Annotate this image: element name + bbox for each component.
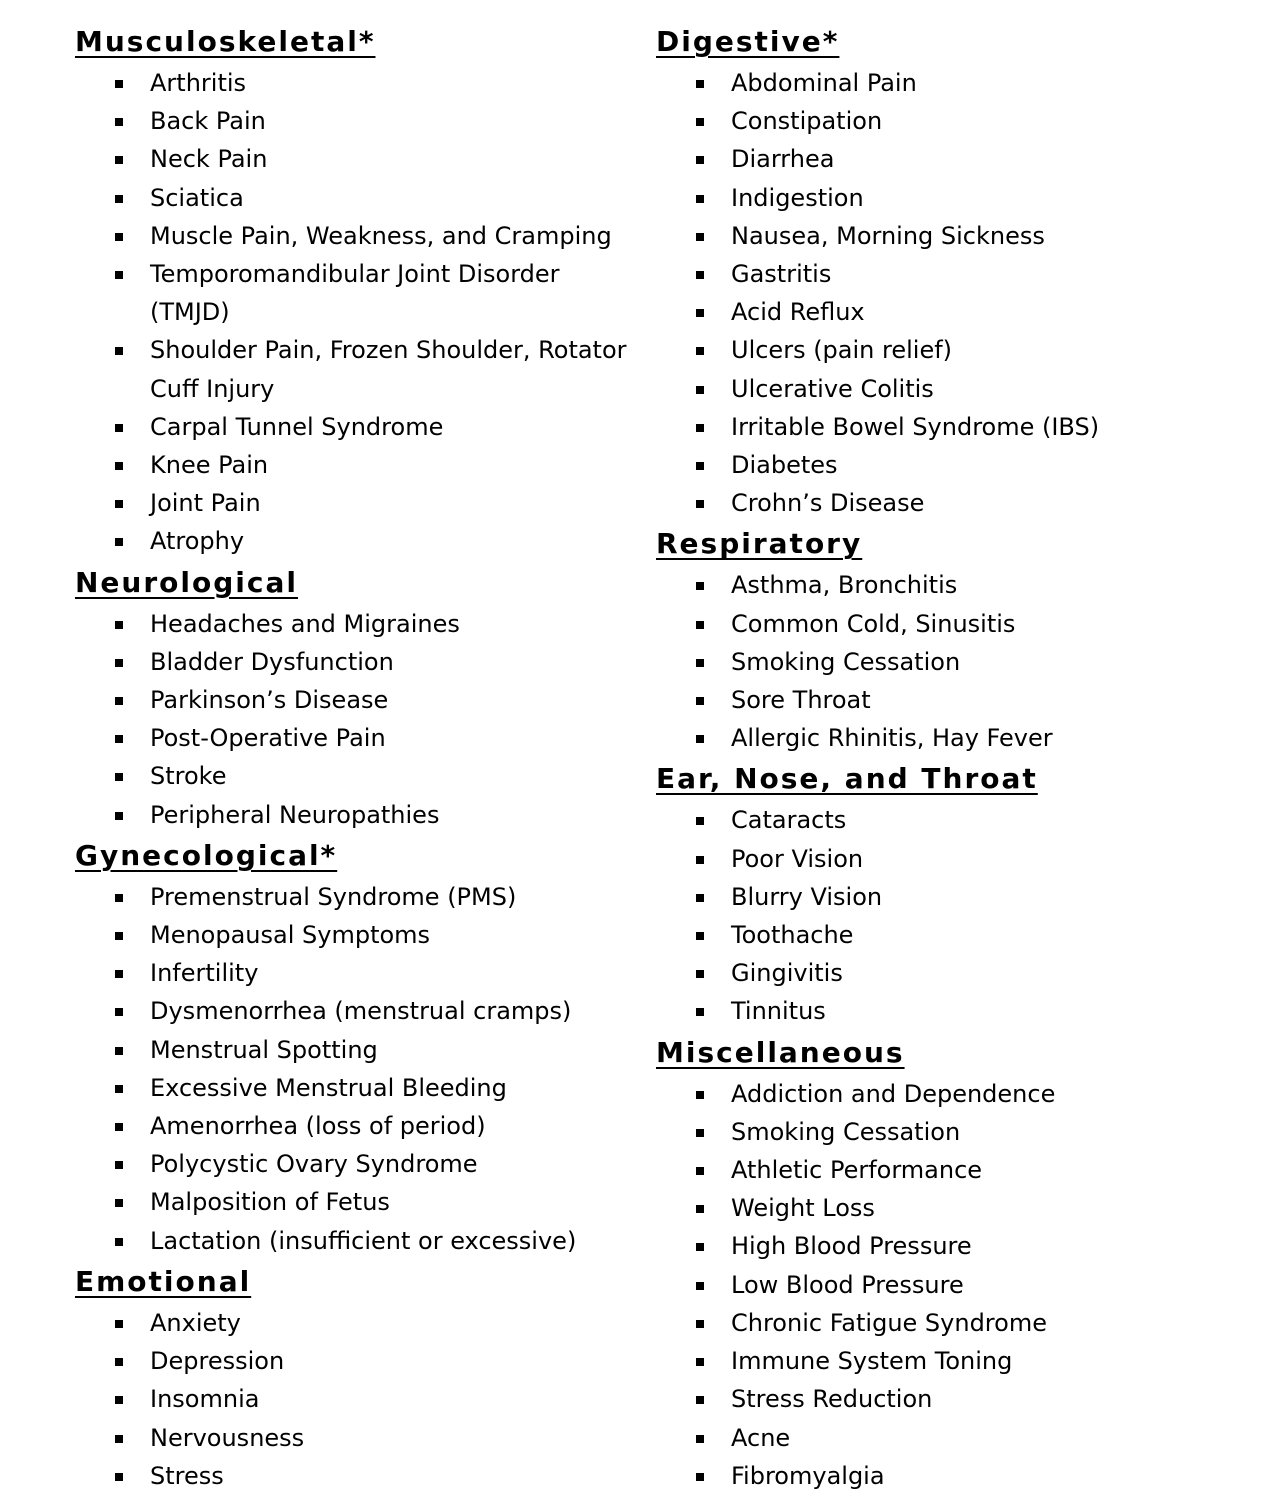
square-bullet-icon [696, 621, 704, 629]
list-item [656, 1304, 1256, 1342]
condition-list [75, 64, 635, 561]
list-item-label: Post-Operative Pain [150, 724, 386, 753]
square-bullet-icon [115, 1435, 123, 1443]
list-item [656, 1342, 1256, 1380]
square-bullet-icon [696, 894, 704, 902]
list-item [656, 840, 1256, 878]
list-item-label: Smoking Cessation [731, 647, 961, 676]
list-item [75, 1304, 635, 1342]
list-item [656, 1075, 1256, 1113]
list-item-label: Asthma, Bronchitis [731, 571, 958, 600]
list-item-label: Athletic Performance [731, 1156, 983, 1185]
list-item-label: Bladder Dysfunction [150, 647, 394, 676]
square-bullet-icon [696, 1167, 704, 1175]
list-item [656, 643, 1256, 681]
section-respiratory [656, 522, 1256, 757]
square-bullet-icon [696, 1473, 704, 1481]
list-item-label: Nausea, Morning Sickness [731, 221, 1045, 250]
list-item [656, 446, 1256, 484]
list-item [75, 796, 635, 834]
list-item [656, 605, 1256, 643]
list-item [656, 1419, 1256, 1457]
list-item [75, 1031, 635, 1069]
square-bullet-icon [115, 156, 123, 164]
list-item-label: Carpal Tunnel Syndrome [150, 412, 444, 441]
list-item [75, 605, 635, 643]
list-item-label: Peripheral Neuropathies [150, 800, 440, 829]
list-item-label: Parkinson’s Disease [150, 686, 389, 715]
square-bullet-icon [696, 156, 704, 164]
square-bullet-icon [115, 1238, 123, 1246]
list-item-label: Insomnia [150, 1385, 260, 1414]
condition-list [75, 878, 635, 1260]
square-bullet-icon [115, 697, 123, 705]
square-bullet-icon [115, 1161, 123, 1169]
list-item-label: Acid Reflux [731, 298, 865, 327]
list-item [75, 719, 635, 757]
section-digestive [656, 20, 1256, 522]
list-item-label: Ulcerative Colitis [731, 374, 934, 403]
square-bullet-icon [696, 500, 704, 508]
section-gynecological [75, 834, 635, 1260]
list-item-label: Muscle Pain, Weakness, and Cramping [150, 221, 612, 250]
list-item-label: Knee Pain [150, 451, 269, 480]
list-item-label: Common Cold, Sinusitis [731, 609, 1016, 638]
list-item [75, 1069, 635, 1107]
list-item-label: Anxiety [150, 1308, 241, 1337]
square-bullet-icon [115, 80, 123, 88]
list-item-label: Sciatica [150, 183, 244, 212]
list-item [656, 954, 1256, 992]
square-bullet-icon [696, 80, 704, 88]
list-item [656, 801, 1256, 839]
list-item [75, 878, 635, 916]
list-item-label: Immune System Toning [731, 1347, 1013, 1376]
square-bullet-icon [115, 659, 123, 667]
square-bullet-icon [696, 1008, 704, 1016]
list-item [656, 64, 1256, 102]
list-item-label: Malposition of Fetus [150, 1188, 390, 1217]
list-item-label: Excessive Menstrual Bleeding [150, 1073, 507, 1102]
list-item [75, 255, 635, 331]
list-item [656, 484, 1256, 522]
list-item [75, 1145, 635, 1183]
list-item-label: Acne [731, 1423, 791, 1452]
list-item-label: Gastritis [731, 260, 832, 289]
section-heading: Emotional [75, 1264, 252, 1298]
square-bullet-icon [696, 1282, 704, 1290]
square-bullet-icon [696, 271, 704, 279]
list-item [75, 1222, 635, 1260]
list-item [75, 992, 635, 1030]
list-item-label: Crohn’s Disease [731, 489, 925, 518]
list-item-label: Arthritis [150, 69, 247, 97]
section-miscellaneous [656, 1031, 1256, 1495]
list-item-label: Infertility [150, 959, 259, 988]
square-bullet-icon [696, 462, 704, 470]
list-item-label: Joint Pain [150, 489, 261, 518]
square-bullet-icon [115, 1473, 123, 1481]
square-bullet-icon [696, 195, 704, 203]
list-item [656, 1113, 1256, 1151]
list-item [656, 1266, 1256, 1304]
left-column [75, 20, 635, 1495]
square-bullet-icon [696, 1205, 704, 1213]
list-item [75, 681, 635, 719]
list-item [656, 179, 1256, 217]
list-item [75, 1457, 635, 1495]
list-item-label: Headaches and Migraines [150, 609, 460, 638]
square-bullet-icon [696, 1358, 704, 1366]
square-bullet-icon [115, 1199, 123, 1207]
square-bullet-icon [696, 1435, 704, 1443]
list-item [75, 916, 635, 954]
square-bullet-icon [696, 817, 704, 825]
square-bullet-icon [696, 1091, 704, 1099]
square-bullet-icon [696, 233, 704, 241]
list-item [75, 179, 635, 217]
list-item [75, 331, 635, 407]
condition-list [656, 64, 1256, 522]
square-bullet-icon [696, 735, 704, 743]
list-item-label: Cataracts [731, 806, 847, 835]
square-bullet-icon [115, 424, 123, 432]
list-item-label: Gingivitis [731, 959, 843, 988]
square-bullet-icon [115, 1047, 123, 1055]
list-item-label: Indigestion [731, 183, 864, 212]
square-bullet-icon [115, 1396, 123, 1404]
list-item-label: Sore Throat [731, 686, 871, 715]
square-bullet-icon [696, 582, 704, 590]
list-item-label: Menopausal Symptoms [150, 921, 431, 950]
list-item [656, 1227, 1256, 1265]
square-bullet-icon [696, 697, 704, 705]
list-item [75, 64, 635, 102]
list-item-label: Back Pain [150, 107, 266, 136]
list-item-label: Shoulder Pain, Frozen Shoulder, Rotator Cuff Injury [150, 336, 627, 403]
square-bullet-icon [115, 233, 123, 241]
square-bullet-icon [696, 1129, 704, 1137]
condition-list [75, 605, 635, 834]
list-item-label: Smoking Cessation [731, 1117, 961, 1146]
list-item-label: Temporomandibular Joint Disorder (TMJD) [150, 260, 560, 327]
square-bullet-icon [696, 118, 704, 126]
list-item [656, 255, 1256, 293]
list-item [656, 293, 1256, 331]
list-item-label: Poor Vision [731, 844, 864, 873]
condition-list [75, 1304, 635, 1495]
section-ear-nose-and-throat [656, 757, 1256, 1030]
list-item [75, 1419, 635, 1457]
list-item [656, 566, 1256, 604]
list-item-label: Premenstrual Syndrome (PMS) [150, 882, 517, 911]
square-bullet-icon [115, 621, 123, 629]
square-bullet-icon [115, 1085, 123, 1093]
square-bullet-icon [115, 812, 123, 820]
list-item [75, 1380, 635, 1418]
list-item-label: Diarrhea [731, 145, 835, 174]
square-bullet-icon [115, 773, 123, 781]
square-bullet-icon [115, 894, 123, 902]
list-item-label: Blurry Vision [731, 882, 883, 911]
list-item [656, 102, 1256, 140]
list-item [656, 1151, 1256, 1189]
list-item [656, 331, 1256, 369]
square-bullet-icon [115, 271, 123, 279]
list-item-label: Chronic Fatigue Syndrome [731, 1308, 1047, 1337]
list-item [75, 408, 635, 446]
condition-list [656, 566, 1256, 757]
square-bullet-icon [115, 118, 123, 126]
section-musculoskeletal [75, 20, 635, 561]
square-bullet-icon [115, 735, 123, 743]
section-neurological [75, 561, 635, 834]
list-item [656, 878, 1256, 916]
section-emotional [75, 1260, 635, 1495]
square-bullet-icon [696, 309, 704, 317]
list-item [75, 140, 635, 178]
list-item-label: Stress [150, 1461, 224, 1490]
square-bullet-icon [696, 1243, 704, 1251]
square-bullet-icon [696, 659, 704, 667]
list-item-label: Toothache [731, 921, 854, 950]
list-item-label: Allergic Rhinitis, Hay Fever [731, 724, 1053, 753]
list-item [75, 1107, 635, 1145]
square-bullet-icon [696, 1396, 704, 1404]
list-item [75, 643, 635, 681]
square-bullet-icon [115, 195, 123, 203]
list-item-label: Nervousness [150, 1423, 305, 1452]
square-bullet-icon [696, 1320, 704, 1328]
list-item [656, 992, 1256, 1030]
list-item-label: Diabetes [731, 451, 838, 480]
list-item [656, 1380, 1256, 1418]
square-bullet-icon [115, 1320, 123, 1328]
list-item [75, 102, 635, 140]
list-item-label: Abdominal Pain [731, 69, 917, 97]
list-item-label: Menstrual Spotting [150, 1035, 378, 1064]
list-item [656, 140, 1256, 178]
list-item-label: Tinnitus [731, 997, 826, 1026]
list-item [75, 484, 635, 522]
list-item-label: Stress Reduction [731, 1385, 933, 1414]
list-item [656, 370, 1256, 408]
right-column [656, 20, 1256, 1495]
section-heading: Respiratory [656, 527, 863, 561]
list-item-label: Constipation [731, 107, 883, 136]
square-bullet-icon [115, 1123, 123, 1131]
list-item-label: Irritable Bowel Syndrome (IBS) [731, 412, 1100, 441]
list-item [656, 408, 1256, 446]
square-bullet-icon [115, 500, 123, 508]
square-bullet-icon [115, 462, 123, 470]
list-item [656, 916, 1256, 954]
list-item-label: Addiction and Dependence [731, 1079, 1056, 1108]
square-bullet-icon [115, 970, 123, 978]
list-item-label: Ulcers (pain relief) [731, 336, 953, 365]
list-item [75, 1342, 635, 1380]
section-heading: Ear, Nose, and Throat [656, 762, 1038, 796]
square-bullet-icon [696, 386, 704, 394]
list-item [656, 681, 1256, 719]
list-item-label: Atrophy [150, 527, 245, 556]
list-item-label: Polycystic Ovary Syndrome [150, 1150, 478, 1179]
square-bullet-icon [696, 932, 704, 940]
list-item-label: Fibromyalgia [731, 1461, 885, 1490]
list-item [75, 217, 635, 255]
section-heading: Gynecological* [75, 838, 338, 872]
list-item [75, 1183, 635, 1221]
square-bullet-icon [115, 538, 123, 546]
square-bullet-icon [115, 1358, 123, 1366]
list-item-label: Depression [150, 1347, 285, 1376]
square-bullet-icon [696, 347, 704, 355]
list-item-label: Neck Pain [150, 145, 268, 174]
list-item-label: Stroke [150, 762, 227, 791]
list-item [656, 217, 1256, 255]
square-bullet-icon [696, 970, 704, 978]
list-item-label: Amenorrhea (loss of period) [150, 1112, 486, 1141]
list-item-label: High Blood Pressure [731, 1232, 972, 1261]
list-item [75, 446, 635, 484]
list-item-label: Low Blood Pressure [731, 1270, 964, 1299]
list-item [656, 719, 1256, 757]
list-item [75, 522, 635, 560]
condition-list [656, 1075, 1256, 1495]
list-item [656, 1189, 1256, 1227]
square-bullet-icon [115, 932, 123, 940]
list-item [75, 954, 635, 992]
square-bullet-icon [696, 424, 704, 432]
square-bullet-icon [696, 856, 704, 864]
list-item [656, 1457, 1256, 1495]
square-bullet-icon [115, 1008, 123, 1016]
section-heading: Digestive* [656, 25, 840, 58]
list-item-label: Lactation (insufficient or excessive) [150, 1226, 577, 1255]
section-heading: Musculoskeletal* [75, 25, 376, 58]
section-heading: Miscellaneous [656, 1035, 905, 1069]
list-item-label: Dysmenorrhea (menstrual cramps) [150, 997, 572, 1026]
condition-list [656, 801, 1256, 1030]
list-item [75, 757, 635, 795]
square-bullet-icon [115, 347, 123, 355]
list-item-label: Weight Loss [731, 1194, 875, 1223]
section-heading: Neurological [75, 565, 298, 599]
